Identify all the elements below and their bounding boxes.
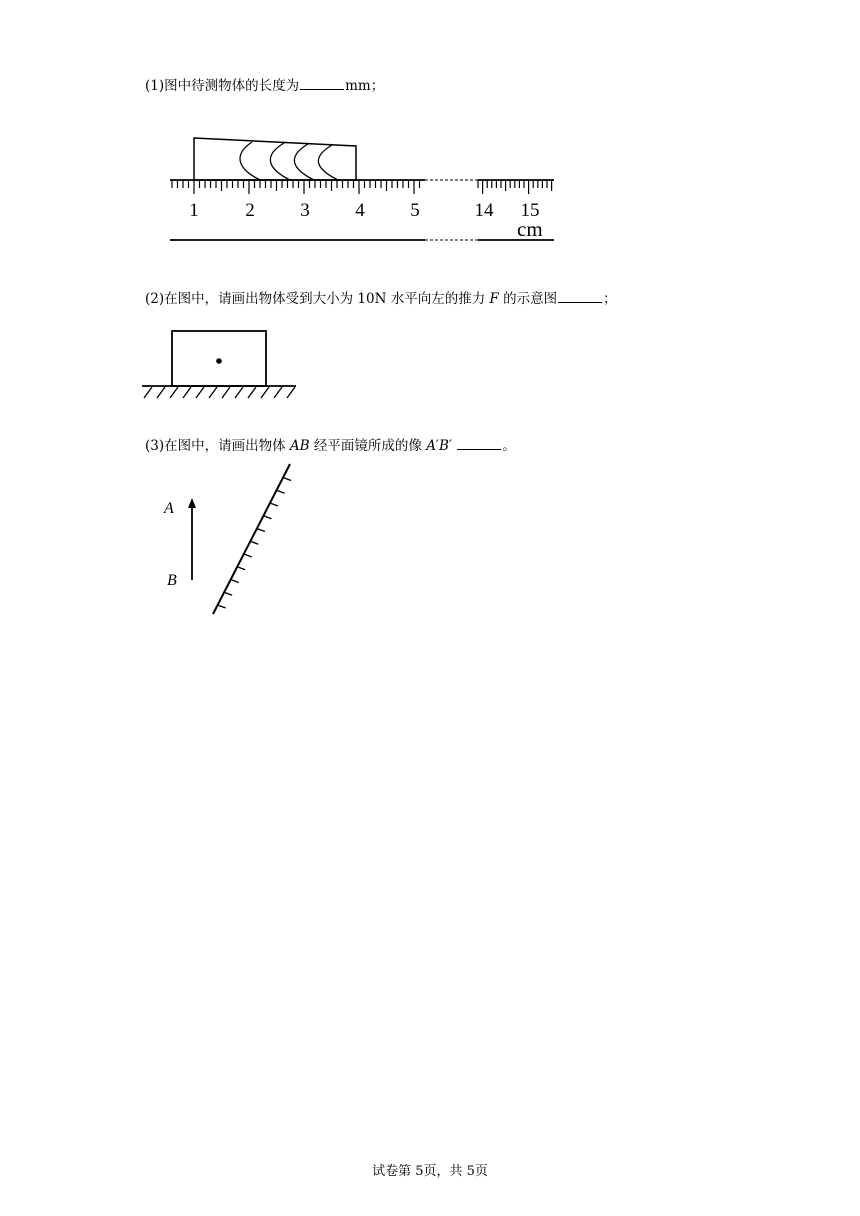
question-2-number: (2) (145, 291, 165, 307)
question-3-text-end: 。 (502, 438, 516, 454)
question-1-text-before: 图中待测物体的长度为 (164, 78, 300, 94)
hatch-line (237, 567, 245, 570)
hatch-line (248, 387, 256, 398)
hatch-line (250, 541, 258, 544)
question-1-number: (1) (145, 78, 165, 94)
question-2 (145, 289, 617, 308)
center-of-mass-dot (216, 358, 222, 364)
ruler-label-2: 2 (245, 200, 255, 221)
ruler-label-4: 4 (355, 200, 365, 221)
hatch-line (209, 387, 217, 398)
hatch-line (231, 580, 239, 583)
hatch-line (224, 592, 232, 595)
ruler-label-3: 3 (300, 200, 310, 221)
point-a-label: A (164, 500, 174, 517)
question-3-text-before: 在图中，请画出物体 (164, 438, 290, 454)
hatch-line (277, 490, 285, 493)
hatch-line (218, 605, 226, 608)
question-1-text-after: mm； (345, 78, 385, 94)
hatch-line (144, 387, 152, 398)
question-3-number: (3) (145, 438, 165, 454)
object-symbol: AB (289, 438, 310, 454)
page-footer: 试卷第 5页，共 5页 (372, 1164, 488, 1179)
hatch-line (261, 387, 269, 398)
hatch-line (257, 529, 265, 532)
question-2-text-after-symbol: 的示意图 (498, 291, 558, 307)
block-figure (142, 328, 298, 404)
ruler-ticks-left (172, 180, 420, 194)
question-3 (145, 436, 516, 455)
point-b-label: B (167, 572, 177, 589)
image-symbol: A′B′ (426, 438, 452, 454)
hatch-line (196, 387, 204, 398)
hatch-line (244, 554, 252, 557)
object-arrow-head (188, 498, 196, 508)
question-2-text-before: 在图中，请画出物体受到大小为 10N 水平向左的推力 (164, 291, 490, 307)
ruler-figure (160, 128, 570, 248)
hatch-line (287, 387, 295, 398)
ruler-unit-label: cm (517, 217, 543, 241)
ruler-label-14: 14 (474, 200, 494, 221)
hatch-line (183, 387, 191, 398)
mirror-hatch (218, 478, 291, 609)
hatch-line (263, 516, 271, 519)
question-2-text-end: ； (603, 291, 617, 307)
measured-object (194, 138, 356, 180)
answer-blank-3[interactable] (457, 436, 501, 450)
question-3-text-mid: 经平面镜所成的像 (309, 438, 427, 454)
ruler-ticks-right (478, 180, 552, 194)
question-1 (145, 76, 384, 95)
ruler-label-15: 15 (520, 200, 540, 221)
ground-hatch (144, 387, 295, 398)
answer-blank-2[interactable] (558, 289, 602, 303)
hatch-line (157, 387, 165, 398)
answer-blank-1[interactable] (300, 76, 344, 90)
hatch-line (170, 387, 178, 398)
ruler-label-5: 5 (410, 200, 420, 221)
mirror-figure (155, 458, 305, 618)
hatch-line (270, 503, 278, 506)
force-symbol: F (489, 291, 499, 307)
plane-mirror (213, 464, 290, 614)
hatch-line (235, 387, 243, 398)
hatch-line (222, 387, 230, 398)
hatch-line (283, 478, 291, 481)
ruler-label-1: 1 (189, 200, 199, 221)
hatch-line (274, 387, 282, 398)
